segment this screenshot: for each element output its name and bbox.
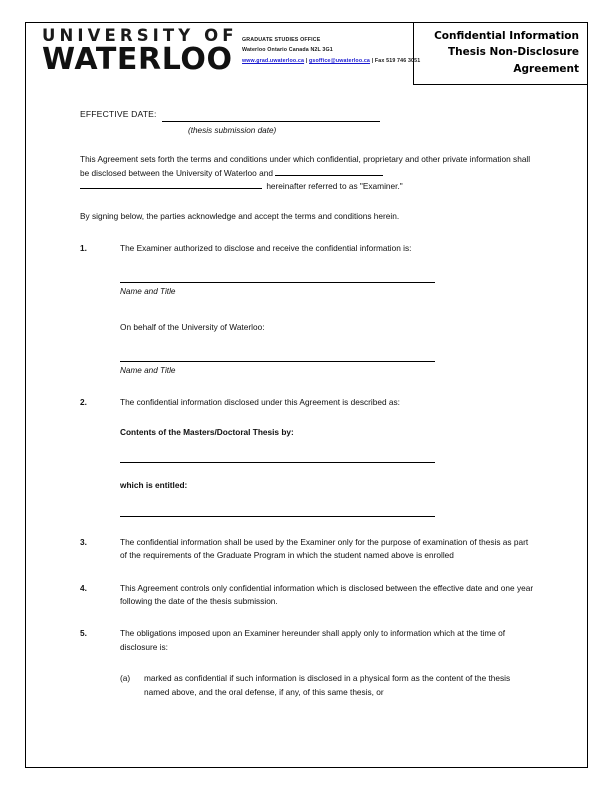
- examiner-name-input-2[interactable]: [80, 180, 262, 189]
- address-office-name: GRADUATE STUDIES OFFICE: [242, 37, 321, 43]
- effective-date-label: EFFECTIVE DATE:: [80, 109, 157, 119]
- intro-text-part2: hereinafter referred to as "Examiner.": [266, 181, 403, 192]
- university-signature-line[interactable]: [120, 360, 435, 362]
- acknowledgement-paragraph: By signing below, the parties acknowledge and accept the terms and conditions herein.: [80, 210, 400, 221]
- clause-2-number: 2.: [80, 397, 87, 408]
- clause-3-number: 3.: [80, 536, 87, 547]
- thesis-contents-label: Contents of the Masters/Doctoral Thesis by:: [120, 426, 294, 437]
- title-line-3: Agreement: [513, 62, 579, 75]
- thesis-entitled-label: which is entitled:: [120, 480, 188, 491]
- address-contact-line: [242, 56, 437, 66]
- document-title-block: [413, 23, 587, 85]
- examiner-name-input-1[interactable]: [275, 167, 383, 176]
- clause-1: [80, 242, 535, 377]
- email-link[interactable]: gsoffice@uwaterloo.ca: [309, 57, 371, 64]
- clause-5-body: [120, 627, 535, 699]
- clause-5-sub-item-a-letter: (a): [120, 673, 131, 684]
- address-location: Waterloo Ontario Canada N2L 3G1: [242, 47, 333, 54]
- contact-separator-2: |: [370, 57, 375, 64]
- address-block: [242, 35, 437, 66]
- clause-5-sub-item-a: [120, 672, 535, 699]
- website-link[interactable]: www.grad.uwaterloo.ca: [242, 57, 305, 64]
- thesis-author-input[interactable]: [120, 461, 435, 463]
- logo-line-waterloo: WATERLOO: [42, 42, 233, 78]
- logo-line-university-of: UNIVERSITY OF: [42, 26, 238, 45]
- clause-1-body: [120, 242, 535, 377]
- title-line-2: Thesis Non-Disclosure: [448, 46, 579, 59]
- clause-5-sub-item-a-text: marked as confidential if such information is disclosed in a physical form as the content of the thesis named above, and the oral defense, if any, of this same thesis, or: [144, 673, 511, 697]
- clause-3-text: The confidential information shall be used by the Examiner only for the purpose of examination of thesis as part of the requirements of the Graduate Program in which the student named above is enrolled: [120, 536, 529, 561]
- university-signature-caption: Name and Title: [120, 366, 176, 376]
- clause-4-number: 4.: [80, 582, 87, 593]
- intro-text-part1: This Agreement sets forth the terms and conditions under which confidential, proprietary and other private information shall be disclosed between the University of Waterloo and: [80, 154, 531, 178]
- document-body: [80, 108, 535, 699]
- effective-date-row: [80, 108, 535, 122]
- contact-separator-1: |: [304, 57, 310, 64]
- clause-4-text: This Agreement controls only confidential information which is disclosed between the effective date and one year following the date of the thesis submission.: [120, 582, 534, 607]
- clause-5-text: The obligations imposed upon an Examiner hereunder shall apply only to information which at the time of disclosure is:: [120, 628, 506, 652]
- clause-4: [80, 582, 535, 609]
- clause-1-text: The Examiner authorized to disclose and receive the confidential information is:: [120, 242, 412, 253]
- on-behalf-label: On behalf of the University of Waterloo:: [120, 321, 265, 332]
- document-header: [26, 23, 587, 85]
- clause-3: [80, 536, 535, 563]
- effective-date-input[interactable]: [162, 112, 380, 122]
- university-logo: [42, 27, 237, 76]
- clause-2-text: The confidential information disclosed under this Agreement is described as:: [120, 397, 400, 408]
- clause-2-body: [120, 396, 535, 516]
- clause-2: [80, 396, 535, 516]
- intro-paragraph: [80, 153, 535, 193]
- effective-date-caption: (thesis submission date): [188, 125, 277, 135]
- thesis-title-input[interactable]: [120, 515, 435, 517]
- clause-5: [80, 627, 535, 699]
- examiner-signature-caption: Name and Title: [120, 287, 176, 297]
- examiner-signature-line[interactable]: [120, 281, 435, 283]
- title-line-1: Confidential Information: [434, 30, 579, 42]
- fax-number: Fax 519 746 3051: [374, 57, 421, 64]
- clause-1-number: 1.: [80, 242, 87, 253]
- clause-5-number: 5.: [80, 628, 87, 639]
